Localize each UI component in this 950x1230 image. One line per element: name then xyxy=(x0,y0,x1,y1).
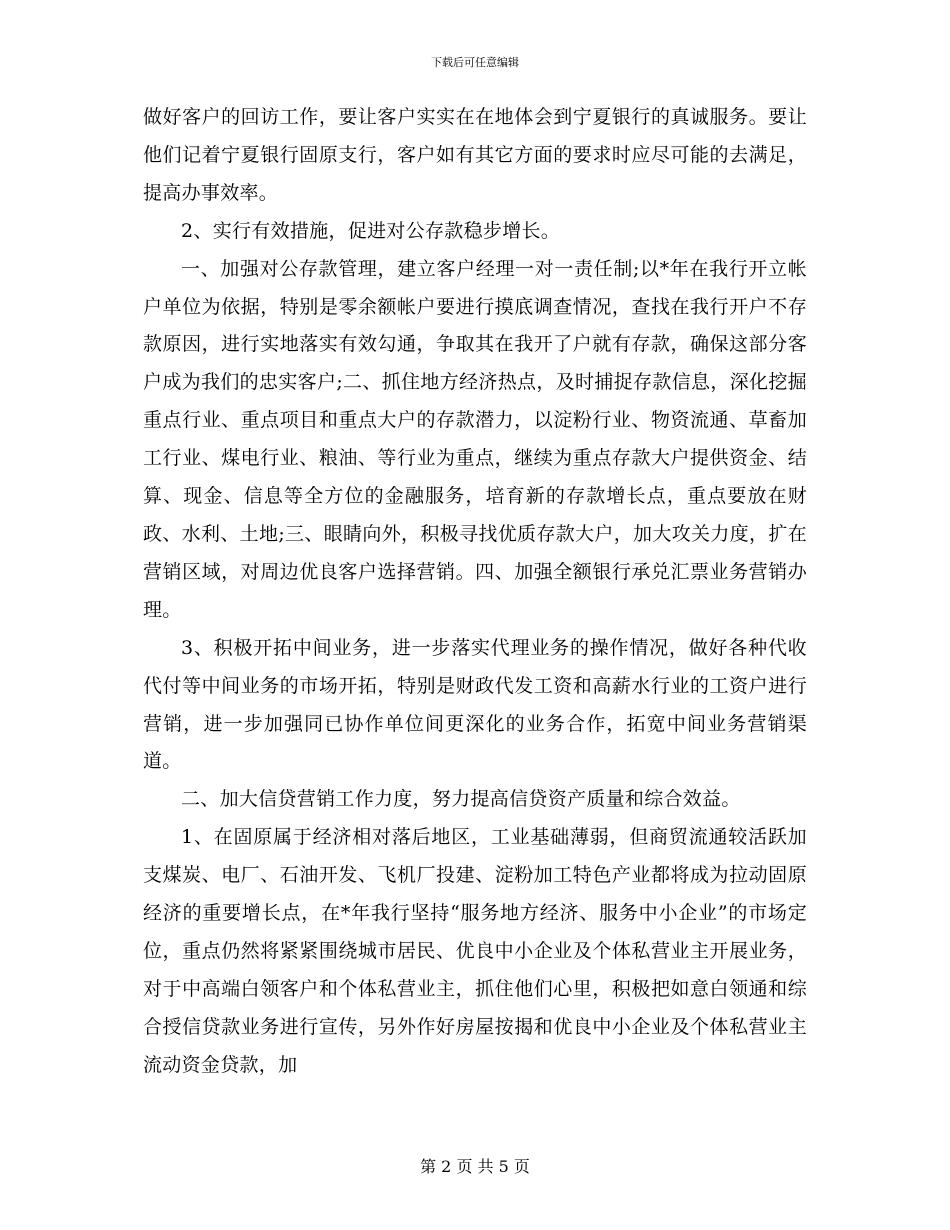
paragraph-4: 3、积极开拓中间业务，进一步落实代理业务的操作情况，做好各种代收代付等中间业务的市场开拓，特别是财政代发工资和高薪水行业的工资户进行营销，进一步加强同已协作单位间更深化的业务合作，拓宽中间业务营销渠道。 xyxy=(143,636,807,773)
paragraph-3: 一、加强对公存款管理，建立客户经理一对一责任制;以*年在我行开立帐户单位为依据，特别是零余额帐户要进行摸底调查情况，查找在我行开户不存款原因，进行实地落实有效勾通，争取其在我开了户就有存款，确保这部分客户成为我们的忠实客户;二、抓住地方经济热点，及时捕捉存款信息，深化挖掘重点行业、重点项目和重点大户的存款潜力，以淀粉行业、物资流通、草畜加工行业、煤电行业、粮油、等行业为重点，继续为重点存款大户提供资金、结算、现金、信息等全方位的金融服务，培育新的存款增长点，重点要放在财政、水利、土地;三、眼睛向外，积极寻找优质存款大户，加大攻关力度，扩在营销区域，对周边优良客户选择营销。四、加强全额银行承兑汇票业务营销办理。 xyxy=(143,257,807,621)
paragraph-2: 2、实行有效措施，促进对公存款稳步增长。 xyxy=(181,219,561,242)
paragraph-6: 1、在固原属于经济相对落后地区，工业基础薄弱，但商贸流通较活跃加支煤炭、电厂、石油开发、飞机厂投建、淀粉加工特色产业都将成为拉动固原经济的重要增长点，在*年我行坚持“服务地方经济、服务中小企业”的市场定位，重点仍然将紧紧围绕城市居民、优良中小企业及个体私营业主开展业务，对于中高端白领客户和个体私营业主，抓住他们心里，积极把如意白领通和综合授信贷款业务进行宣传，另外作好房屋按揭和优良中小企业及个体私营业主流动资金贷款，加 xyxy=(143,826,807,1076)
page-number-footer: 第 2 页 共 5 页 xyxy=(420,1157,530,1176)
page-header: 下载后可任意编辑 xyxy=(431,56,519,69)
paragraph-1: 做好客户的回访工作，要让客户实实在在地体会到宁夏银行的真诚服务。要让他们记着宁夏银行固原支行，客户如有其它方面的要求时应尽可能的去满足，提高办事效率。 xyxy=(143,106,807,204)
paragraph-5: 二、加大信贷营销工作力度，努力提高信贷资产质量和综合效益。 xyxy=(181,788,741,811)
document-body xyxy=(143,99,807,1085)
